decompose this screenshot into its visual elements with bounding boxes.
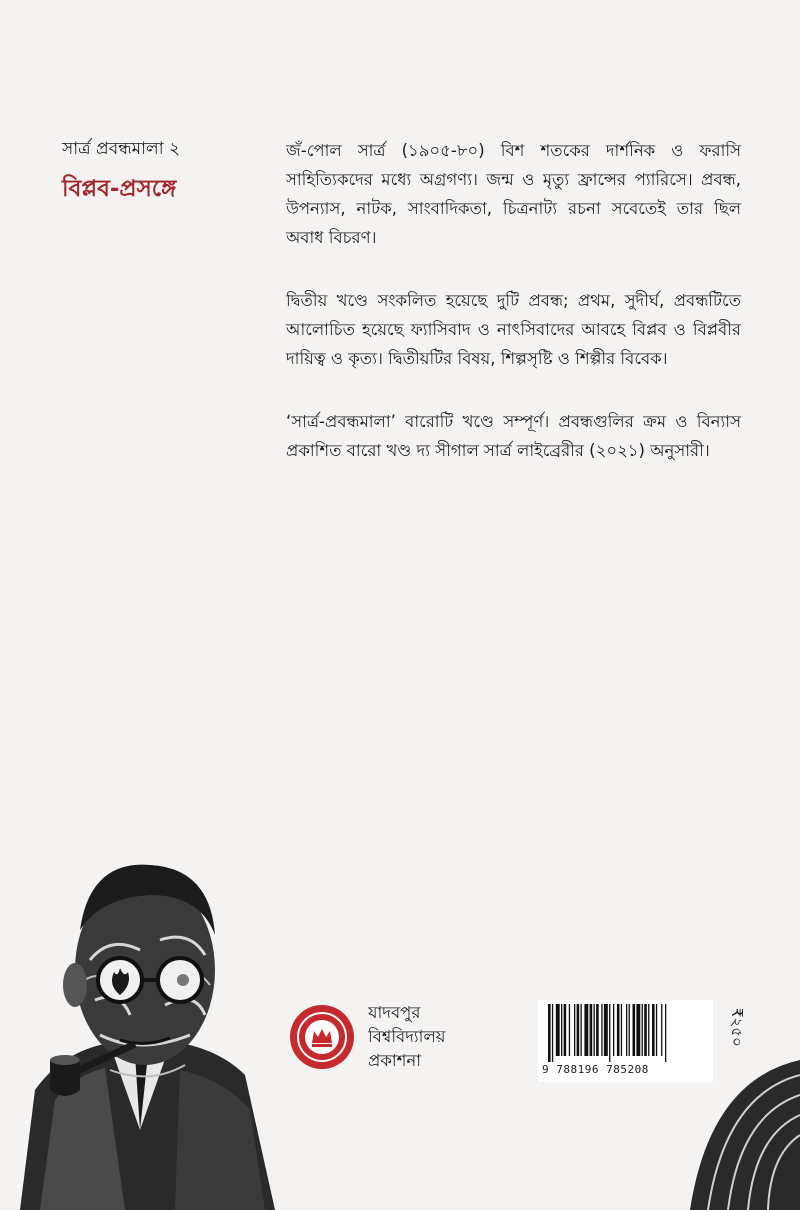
barcode-bar (644, 1004, 647, 1056)
publisher-seal-icon (288, 1003, 356, 1071)
barcode-bar (569, 1004, 570, 1056)
blurb-paragraph: ‘সার্ত্র-প্রবন্ধমালা’ বারোটি খণ্ডে সম্পূর্ণ। প্রবন্ধগুলির ক্রম ও বিন্যাস প্রকাশিত বারো খণ্ড দ্য সীগাল সার্ত্র লাইব্রেরীর (২০২১) অনুসারী। (286, 412, 741, 460)
barcode-bar (626, 1004, 627, 1056)
barcode-bar (629, 1004, 630, 1056)
barcode-bar (633, 1004, 636, 1056)
barcode-bar (656, 1004, 657, 1056)
barcode-bar (648, 1004, 649, 1056)
barcode-bar (661, 1004, 662, 1056)
barcode-bar (581, 1004, 582, 1056)
barcode-bar (548, 1004, 551, 1062)
barcode-bar (621, 1004, 622, 1056)
blurb (286, 136, 741, 499)
decorative-swirl (650, 1060, 800, 1210)
publisher-name (368, 1001, 445, 1073)
barcode-bar (584, 1004, 588, 1056)
barcode-bar (665, 1004, 666, 1062)
barcode-bar (613, 1004, 614, 1056)
isbn-digits: 9 788196 785208 (542, 1063, 649, 1076)
blurb-paragraph: জঁ-পোল সার্ত্র (১৯০৫-৮০) বিশ শতকের দার্শনিক ও ফরাসি সাহিত্যিকদের মধ্যে অগ্রগণ্য। জন্ম ও মৃত্যু ফ্রান্সের প্যারিসে। প্রবন্ধ, উপন্যাস, নাটক, সাংবাদিকতা, চিত্রনাট্য রচনা সবেতেই তার ছিল অবাধ বিচরণ। (286, 141, 741, 247)
publisher-line: প্রকাশনা (368, 1051, 422, 1070)
barcode-bar (594, 1004, 595, 1056)
barcode-bar (577, 1004, 580, 1056)
barcode-bar (601, 1004, 602, 1056)
barcode-bar (642, 1004, 643, 1056)
barcode-bar (636, 1004, 640, 1056)
barcode-bar (609, 1004, 610, 1062)
book-title: বিপ্লব-প্রসঙ্গে (62, 176, 177, 202)
barcode-bar (652, 1004, 655, 1056)
barcode-bar (604, 1004, 608, 1056)
price-label (728, 1008, 750, 1068)
blurb-paragraph: দ্বিতীয় খণ্ডে সংকলিত হয়েছে দুটি প্রবন্ধ; প্রথম, সুদীর্ঘ, প্রবন্ধটিতে আলোচিত হয়েছে ফ্যাসিবাদ ও নাৎসিবাদের আবহে বিপ্লব ও বিপ্লবীর দায়িত্ব ও কৃত্য। দ্বিতীয়টির বিষয়, শিল্পসৃষ্টি ও শিল্পীর বিবেক। (286, 291, 741, 368)
barcode-bars (538, 1004, 713, 1066)
price-text: ₹২৫০ (728, 1008, 746, 1047)
sartre-portrait-illustration (0, 840, 300, 1210)
publisher-line: বিশ্ববিদ্যালয় (368, 1027, 446, 1046)
barcode-bar (617, 1004, 620, 1056)
barcode-bar (596, 1004, 599, 1056)
barcode-bar (564, 1004, 567, 1056)
barcode-bar (556, 1004, 560, 1056)
barcode-bar (561, 1004, 562, 1056)
barcode-bar (552, 1004, 553, 1062)
barcode-bar (574, 1004, 575, 1056)
barcode-bar (590, 1004, 593, 1056)
publisher-line: যাদবপুর (368, 1003, 421, 1022)
series-label: সার্ত্র প্রবন্ধমালা ২ (62, 139, 181, 159)
